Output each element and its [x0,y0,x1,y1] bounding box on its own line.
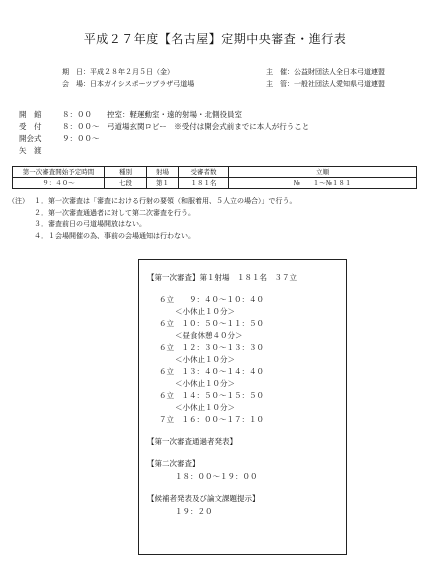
slot-time: ６立 １０：５０～１１：５０ [159,319,264,328]
page-title: 平成２７年度【名古屋】定期中央審査・進行表 [83,32,347,46]
table-header-start-time: 第一次審査開始予定時間 [13,167,105,178]
slot-time: ６立 １４：５０～１５：５０ [159,391,264,400]
date-value: 平成２８年２月５日（金） [90,68,174,76]
manager-row [266,80,385,89]
schedule-table [12,166,417,189]
table-cell-range: 第１ [147,178,179,189]
schedule-label-opening: 開会式 [19,134,42,143]
second-exam-heading: 【第二次審査】 [147,459,200,468]
host-label: 主 催： [266,68,294,76]
slot-time: ６立 ９：４０～１０：４０ [159,295,264,304]
schedule-label-yawatashi: 矢 渡 [19,146,42,155]
table-cell-order: № １～№１８１ [229,178,417,189]
first-exam-schedule-box [138,259,347,555]
first-exam-heading: 【第一次審査】第１射場 １８１名 ３７立 [147,273,297,282]
schedule-label-open: 開 館 [19,110,42,119]
slot-time: ６立 １２：３０～１３：３０ [159,343,264,352]
candidate-announcement-heading: 【候補者発表及び論文課題提示】 [147,494,260,503]
slot-rest: ＜昼食休憩４０分＞ [175,331,243,340]
notes-prefix: （注） [8,197,29,205]
date-row [62,68,174,77]
schedule-label-reception: 受 付 [19,122,42,131]
table-header-candidates: 受審者数 [179,167,229,178]
host-value: 公益財団法人全日本弓道連盟 [294,68,385,76]
second-exam-time: １８：００～１９：００ [175,472,258,481]
table-header-rank: 種別 [105,167,147,178]
slot-rest: ＜小休止１０分＞ [175,379,235,388]
table-header-order: 立順 [229,167,417,178]
host-row [266,68,385,77]
notes [8,196,297,242]
note-item: ２．第一次審査通過者に対して第二次審査を行う。 [34,208,195,217]
table-header-row [13,167,417,178]
slot-rest: ＜小休止１０分＞ [175,355,235,364]
table-cell-start-time: ９：４０～ [13,178,105,189]
pass-announcement-heading: 【第一次審査通過者発表】 [147,437,237,446]
slot-time: ６立 １３：４０～１４：４０ [159,367,264,376]
note-item: １．第一次審査は「審査における行射の要領（和服着用、５人立の場合）」で行う。 [34,197,297,205]
manager-label: 主 管： [266,80,294,88]
note-item: ４．１会場開催の為、事前の会場通知は行わない。 [34,231,195,240]
slot-rest: ＜小休止１０分＞ [175,307,235,316]
slot-time: ７立 １６：００～１７：１０ [159,415,264,424]
venue-value: 日本ガイシスポーツプラザ弓道場 [90,80,195,88]
manager-value: 一般社団法人愛知県弓道連盟 [294,80,385,88]
schedule-text-open: ８：００ 控室：軽運動室・遠的射場・北側役員室 [62,110,242,119]
date-label: 期 日： [62,68,90,76]
table-row [13,178,417,189]
note-item: ３．審査前日の弓道場開放はない。 [34,220,146,228]
venue-label: 会 場： [62,80,90,88]
table-cell-candidates: １８１名 [179,178,229,189]
slot-rest: ＜小休止１０分＞ [175,403,235,412]
schedule-text-opening: ９：００～ [62,134,100,143]
table-header-range: 射場 [147,167,179,178]
schedule-text-reception: ８：００～ 弓道場玄関ロビー ※受付は開会式前までに本人が行うこと [62,122,310,131]
candidate-announcement-time: １９：２０ [175,507,213,516]
venue-row [62,80,194,89]
table-cell-rank: 七段 [105,178,147,189]
